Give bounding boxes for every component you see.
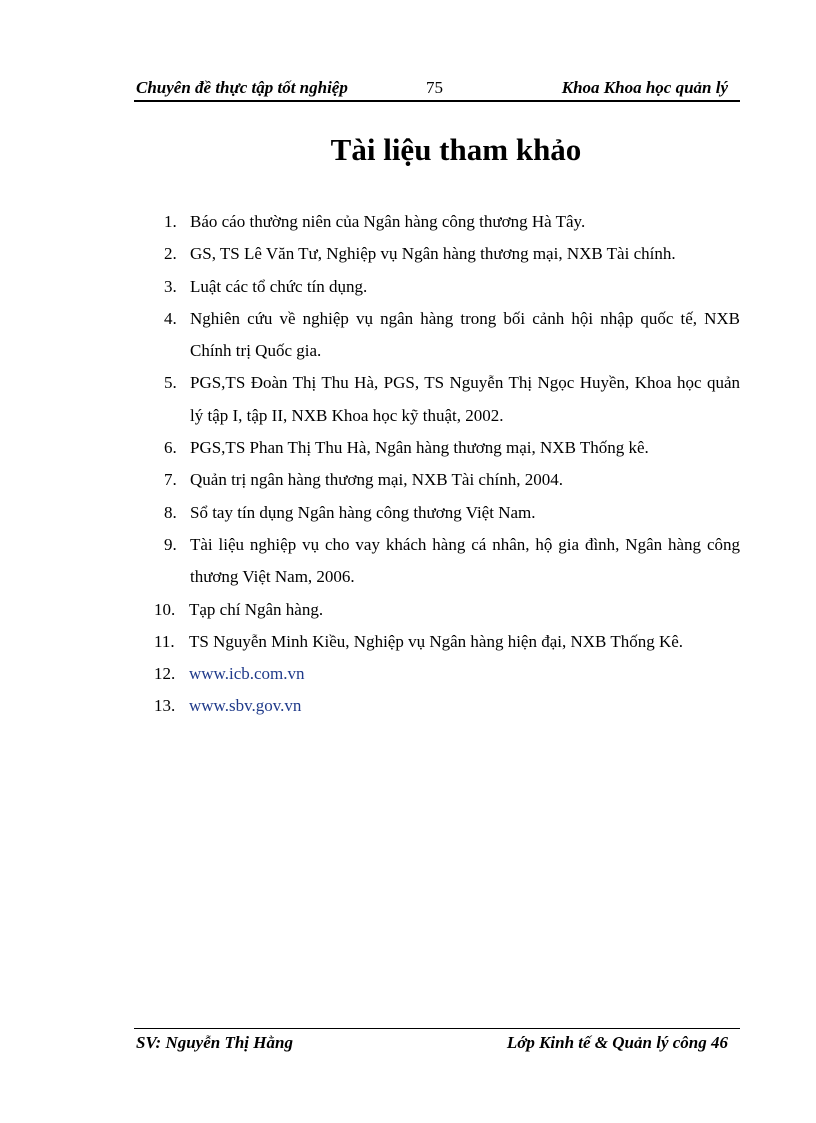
reference-text: Nghiên cứu về nghiệp vụ ngân hàng trong bối cảnh hội nhập quốc tế, NXB Chính trị Quốc gia. — [190, 308, 740, 361]
reference-item — [164, 367, 740, 432]
page-title: Tài liệu tham khảo — [330, 132, 582, 167]
reference-item — [154, 626, 740, 658]
reference-number: 10. — [154, 599, 176, 619]
reference-item — [154, 690, 740, 722]
reference-number: 5. — [164, 373, 177, 393]
reference-number: 6. — [164, 438, 177, 458]
reference-text: PGS,TS Phan Thị Thu Hà, Ngân hàng thương mại, NXB Thống kê. — [190, 438, 649, 458]
footer-student-name: SV: Nguyễn Thị Hằng — [136, 1033, 293, 1052]
reference-number: 11. — [154, 631, 175, 651]
reference-text: Quản trị ngân hàng thương mại, NXB Tài chính, 2004. — [190, 470, 563, 490]
reference-number: 8. — [164, 502, 177, 522]
reference-item — [164, 529, 740, 594]
reference-text: Luật các tổ chức tín dụng. — [190, 276, 368, 296]
reference-text: Tạp chí Ngân hàng. — [189, 599, 324, 619]
reference-item — [164, 238, 740, 270]
reference-number: 12. — [154, 664, 176, 684]
page-number: 75 — [426, 78, 443, 97]
reference-number: 9. — [164, 534, 177, 554]
reference-number: 1. — [164, 212, 177, 231]
reference-item — [164, 206, 740, 238]
reference-link[interactable]: www.sbv.gov.vn — [189, 696, 302, 716]
reference-number: 4. — [164, 308, 177, 328]
reference-item — [164, 464, 740, 496]
reference-text: TS Nguyễn Minh Kiều, Nghiệp vụ Ngân hàng hiện đại, NXB Thống Kê. — [189, 631, 684, 651]
reference-text: Sổ tay tín dụng Ngân hàng công thương Việt Nam. — [190, 502, 536, 522]
reference-item — [154, 658, 740, 690]
reference-item — [154, 594, 740, 626]
reference-text: Báo cáo thường niên của Ngân hàng công thương Hà Tây. — [190, 212, 586, 231]
reference-list — [154, 206, 740, 723]
reference-text: GS, TS Lê Văn Tư, Nghiệp vụ Ngân hàng thương mại, NXB Tài chính. — [190, 244, 676, 264]
reference-text: PGS,TS Đoàn Thị Thu Hà, PGS, TS Nguyễn Thị Ngọc Huyền, Khoa học quản lý tập I, tập II, NXB Khoa học kỹ thuật, 2002. — [190, 373, 740, 425]
reference-item — [164, 271, 740, 303]
reference-item — [164, 303, 740, 368]
reference-number: 3. — [164, 276, 177, 296]
footer-class-name: Lớp Kinh tế & Quản lý công 46 — [506, 1033, 728, 1052]
page-footer — [134, 1028, 740, 1059]
reference-item — [164, 497, 740, 529]
header-right-text: Khoa Khoa học quản lý — [561, 78, 728, 97]
reference-number: 2. — [164, 244, 177, 264]
reference-link[interactable]: www.icb.com.vn — [189, 664, 305, 684]
reference-item — [164, 432, 740, 464]
reference-text: Tài liệu nghiệp vụ cho vay khách hàng cá nhân, hộ gia đình, Ngân hàng công thương Việt Nam, 2006. — [190, 534, 740, 587]
reference-number: 7. — [164, 470, 177, 490]
reference-number: 13. — [154, 696, 176, 716]
page-header — [134, 74, 740, 102]
header-left-text: Chuyên đề thực tập tốt nghiệp — [136, 78, 348, 97]
